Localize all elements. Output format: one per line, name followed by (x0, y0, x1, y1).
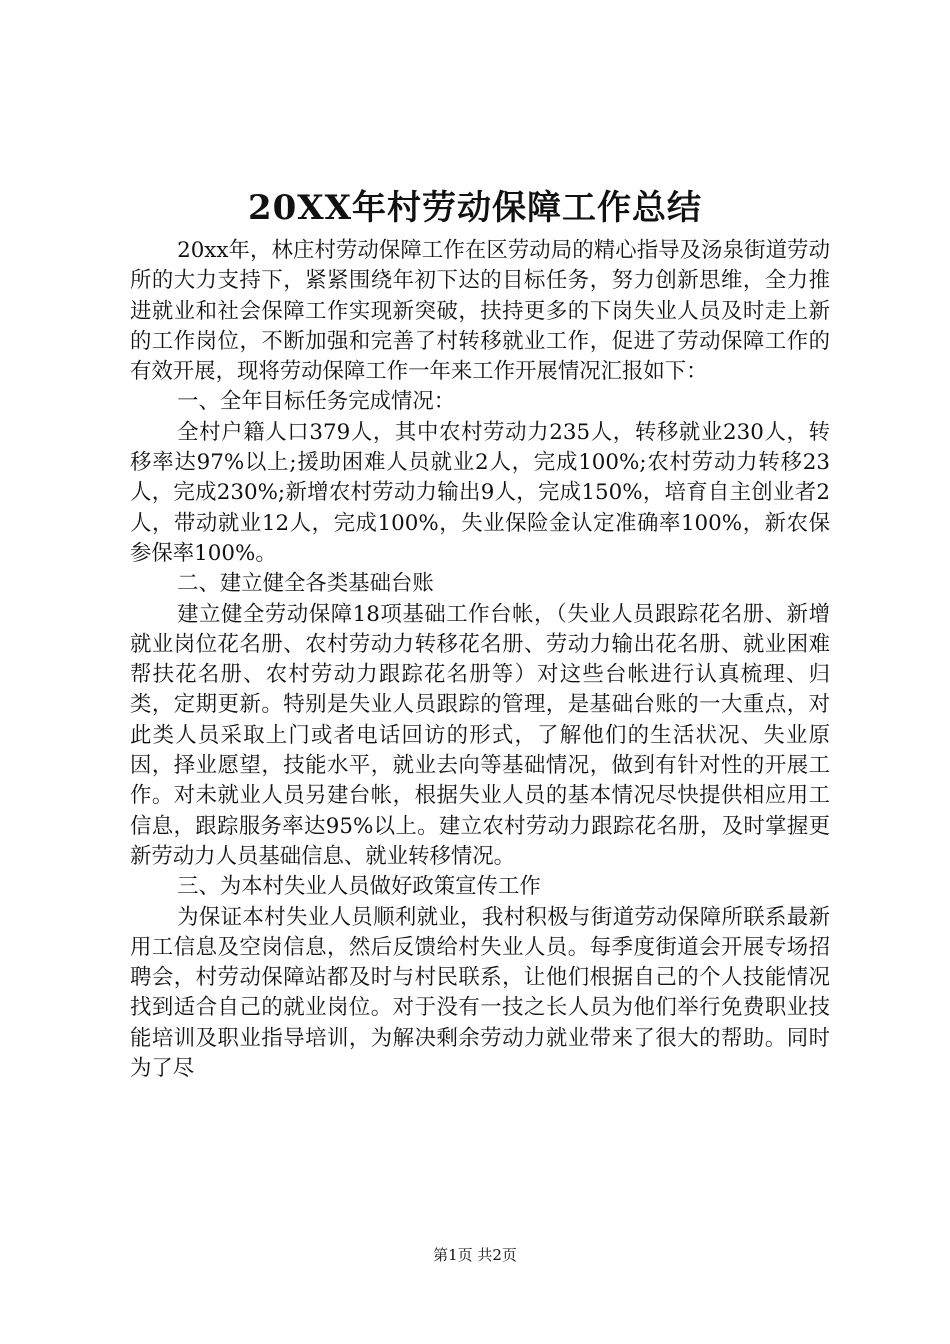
document-title: 20XX年村劳动保障工作总结 (247, 188, 703, 228)
paragraph-policy: 为保证本村失业人员顺利就业，我村积极与街道劳动保障所联系最新用工信息及空岗信息，然后反馈给村失业人员。每季度街道会开展专场招聘会，村劳动保障站都及时与村民联系，让他们根据自己的个人技能情况找到适合自己的就业岗位。对于没有一技之长人员为他们举行免费职业技能培训及职业指导培训，为解决剩余劳动力就业带来了很大的帮助。同时为了尽 (130, 904, 830, 1082)
page-number: 第1页 共2页 (433, 1246, 517, 1264)
section-heading-1: 一、全年目标任务完成情况： (177, 389, 456, 415)
section-heading-3: 三、为本村失业人员做好政策宣传工作 (177, 874, 541, 900)
paragraph-targets: 全村户籍人口379人，其中农村劳动力235人，转移就业230人，转移率达97%以上;援助困难人员就业2人，完成100%;农村劳动力转移23人，完成230%;新增农村劳动力输出9人，完成150%，培育自主创业者2人，带动就业12人，完成100%，失业保险金认定准确率100%，新农保参保率100%。 (130, 419, 830, 566)
section-heading-2: 二、建立健全各类基础台账 (177, 571, 434, 597)
paragraph-ledgers: 建立健全劳动保障18项基础工作台帐，（失业人员跟踪花名册、新增就业岗位花名册、农村劳动力转移花名册、劳动力输出花名册、就业困难帮扶花名册、农村劳动力跟踪花名册等）对这些台帐进行认真梳理、归类，定期更新。特别是失业人员跟踪的管理，是基础台账的一大重点，对此类人员采取上门或者电话回访的形式，了解他们的生活状况、失业原因，择业愿望，技能水平，就业去向等基础情况，做到有针对性的开展工作。对未就业人员另建台帐，根据失业人员的基本情况尽快提供相应用工信息，跟踪服务率达95%以上。建立农村劳动力跟踪花名册，及时掌握更新劳动力人员基础信息、就业转移情况。 (130, 601, 830, 869)
paragraph-intro: 20xx年，林庄村劳动保障工作在区劳动局的精心指导及汤泉街道劳动所的大力支持下，紧紧围绕年初下达的目标任务，努力创新思维，全力推进就业和社会保障工作实现新突破，扶持更多的下岗失业人员及时走上新的工作岗位，不断加强和完善了村转移就业工作，促进了劳动保障工作的有效开展，现将劳动保障工作一年来工作开展情况汇报如下： (130, 238, 830, 385)
document-body (130, 236, 830, 1084)
